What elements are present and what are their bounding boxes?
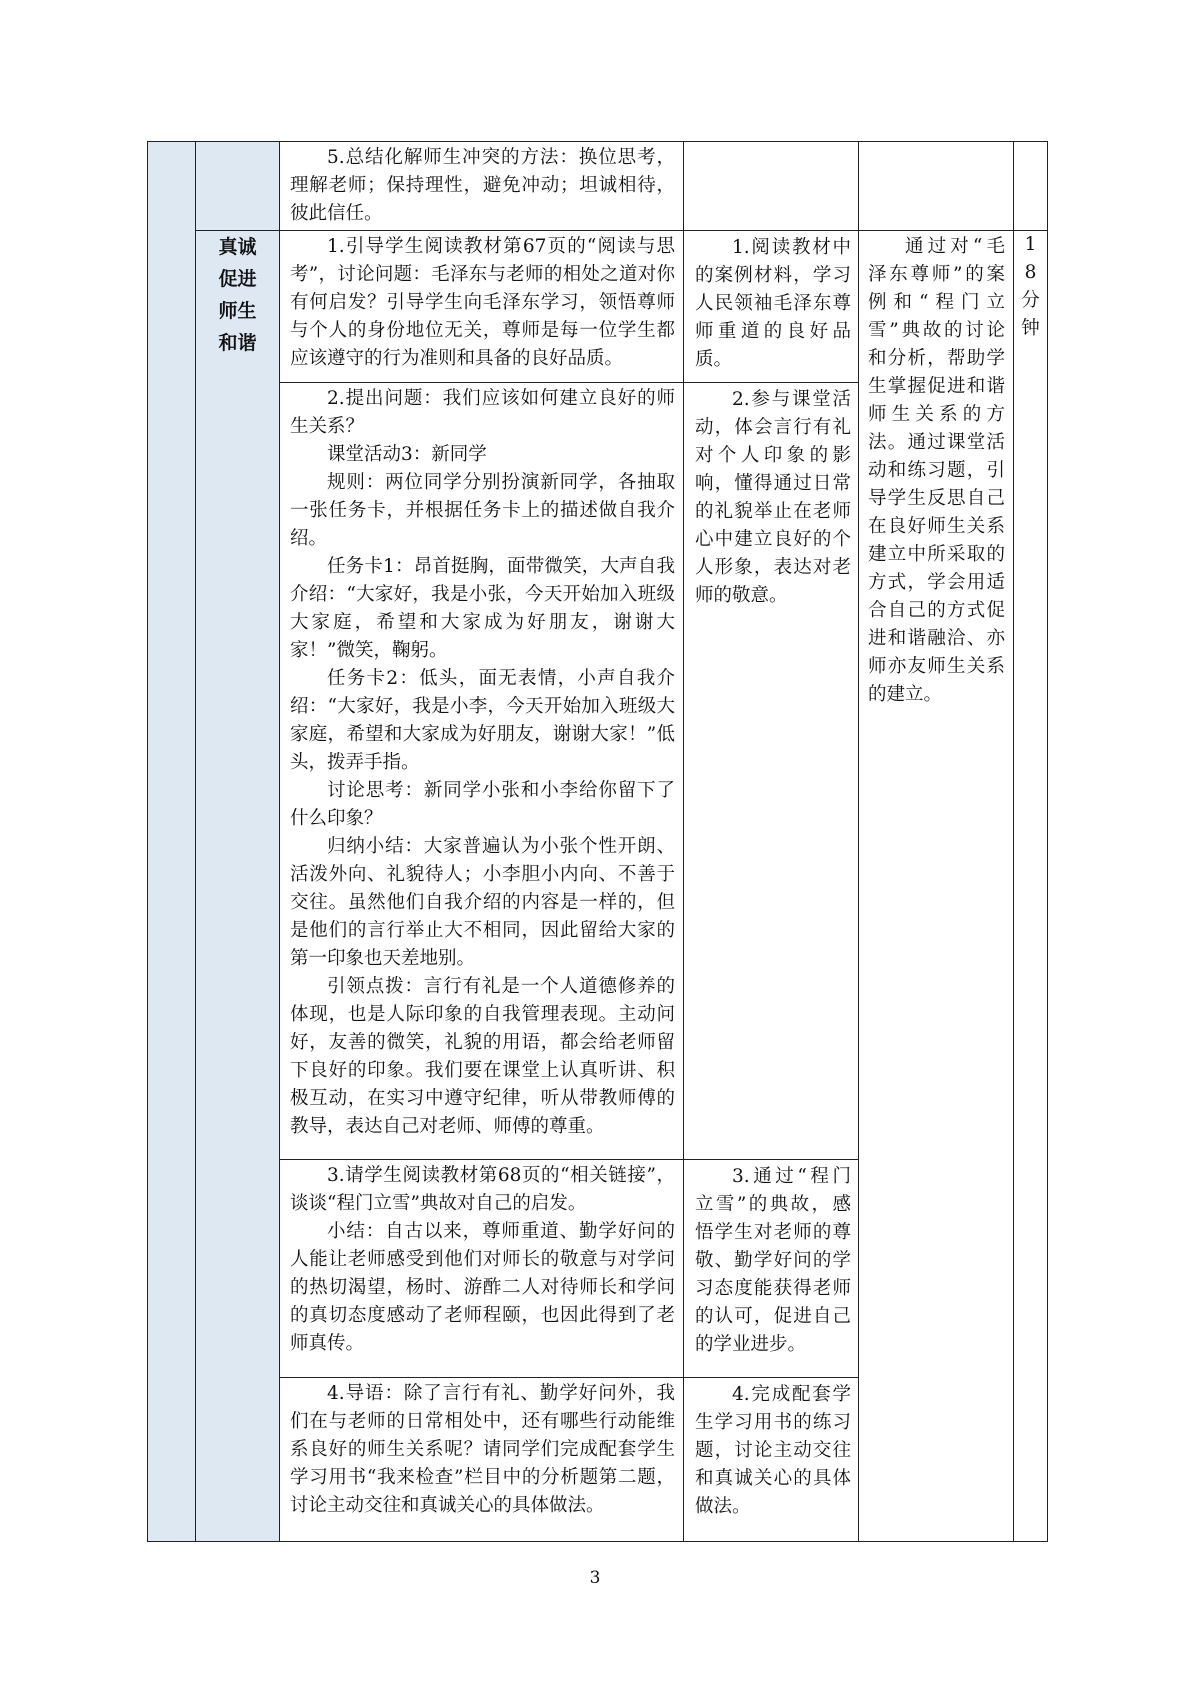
- teacher-activity-cell: [280, 1160, 684, 1378]
- student-activity-cell: [684, 1378, 859, 1542]
- student-activity-text: 3.通过“程门立雪”的典故，感悟学生对老师的尊敬、勤学好问的学习态度能获得老师的认可，促进自己的学业进步。: [695, 1166, 851, 1355]
- activity-paragraph: 任务卡2：低头，面无表情，小声自我介绍：“大家好，我是小李，今天开始加入班级大家庭，希望和大家成为好朋友，谢谢大家！”低头，拨弄手指。: [290, 668, 675, 773]
- activity-paragraph: 小结：自古以来，尊师重道、勤学好问的人能让老师感受到他们对师长的敬意与对学问的热切渴望，杨时、游酢二人对待师长和学问的真切态度感动了老师程颐，也因此得到了老师真传。: [290, 1221, 675, 1354]
- table-row: [148, 231, 1048, 383]
- teacher-activity-text: 1.引导学生阅读教材第67页的“阅读与思考”，讨论问题：毛泽东与老师的相处之道对你有何启发？引导学生向毛泽东学习，领悟尊师与个人的身份地位无关，尊师是每一位学生都应该遵守的行为准则和具备的良好品质。: [290, 236, 675, 369]
- activity-paragraph: 讨论思考：新同学小张和小李给你留下了什么印象？: [290, 780, 675, 829]
- teacher-activity-text: 5.总结化解师生冲突的方法：换位思考，理解老师；保持理性，避免冲动；坦诚相待，彼此信任。: [290, 147, 675, 224]
- activity-paragraph: 任务卡1：昂首挺胸，面带微笑，大声自我介绍：“大家好，我是小张，今天开始加入班级大家庭，希望和大家成为好朋友，谢谢大家！”微笑，鞠躬。: [290, 556, 675, 661]
- student-activity-text: 4.完成配套学生学习用书的练习题，讨论主动交往和真诚关心的具体做法。: [695, 1384, 851, 1517]
- student-activity-cell: [684, 383, 859, 1160]
- activity-paragraph: 规则：两位同学分别扮演新同学，各抽取一张任务卡，并根据任务卡上的描述做自我介绍。: [290, 472, 675, 549]
- time-allocation: 18分钟: [1021, 234, 1040, 339]
- teacher-activity-cell: [280, 142, 684, 231]
- activity-paragraph: 3.请学生阅读教材第68页的“相关链接”，谈谈“程门立雪”典故对自己的启发。: [290, 1165, 675, 1214]
- time-cell: [1014, 231, 1048, 1542]
- student-activity-cell: [684, 231, 859, 383]
- teacher-activity-cell: [280, 231, 684, 383]
- student-activity-text: 2.参与课堂活动，体会言行有礼对个人印象的影响，懂得通过日常的礼貌举止在老师心中建立良好的个人形象，表达对老师的敬意。: [695, 389, 851, 606]
- section-title-cell: [196, 231, 280, 1542]
- page-number: 3: [589, 1568, 601, 1588]
- activity-paragraph: 课堂活动3：新同学: [327, 444, 487, 465]
- teacher-activity-text: 4.导语：除了言行有礼、勤学好问外，我们在与老师的日常相处中，还有哪些行动能维系良好的师生关系呢？请同学们完成配套学生学习用书“我来检查”栏目中的分析题第二题，讨论主动交往和真诚关心的具体做法。: [290, 1383, 675, 1516]
- stage-column-cell: [148, 142, 196, 1542]
- design-intent-cell: [859, 142, 1014, 231]
- teacher-activity-cell: [280, 1378, 684, 1542]
- student-activity-cell: [684, 1160, 859, 1378]
- student-activity-text: 1.阅读教材中的案例材料，学习人民领袖毛泽东尊师重道的良好品质。: [695, 237, 851, 370]
- activity-paragraph: 引领点拨：言行有礼是一个人道德修养的体现，也是人际印象的自我管理表现。主动问好，友善的微笑，礼貌的用语，都会给老师留下良好的印象。我们要在课堂上认真听讲、积极互动，在实习中遵守纪律，听从带教师傅的教导，表达自己对老师、师傅的尊重。: [290, 976, 675, 1137]
- design-intent-text: 通过对“毛泽东尊师”的案例和“程门立雪”典故的讨论和分析，帮助学生掌握促进和谐师生关系的方法。通过课堂活动和练习题，引导学生反思自己在良好师生关系建立中所采取的方式，学会用适合自己的方式促进和谐融洽、亦师亦友师生关系的建立。: [868, 236, 1005, 705]
- teacher-activity-cell: [280, 383, 684, 1160]
- lesson-plan-table: [147, 141, 1048, 1542]
- time-cell: [1014, 142, 1048, 231]
- section-title: 真诚 促进 师生 和谐: [218, 236, 257, 354]
- activity-paragraph: 2.提出问题：我们应该如何建立良好的师生关系？: [290, 388, 675, 437]
- design-intent-cell: [859, 231, 1014, 1542]
- activity-paragraph: 归纳小结：大家普遍认为小张个性开朗、活泼外向、礼貌待人；小李胆小内向、不善于交往。虽然他们自我介绍的内容是一样的，但是他们的言行举止大不相同，因此留给大家的第一印象也天差地别。: [290, 836, 675, 969]
- student-activity-cell: [684, 142, 859, 231]
- table-row: [148, 142, 1048, 231]
- section-cell-previous: [196, 142, 280, 231]
